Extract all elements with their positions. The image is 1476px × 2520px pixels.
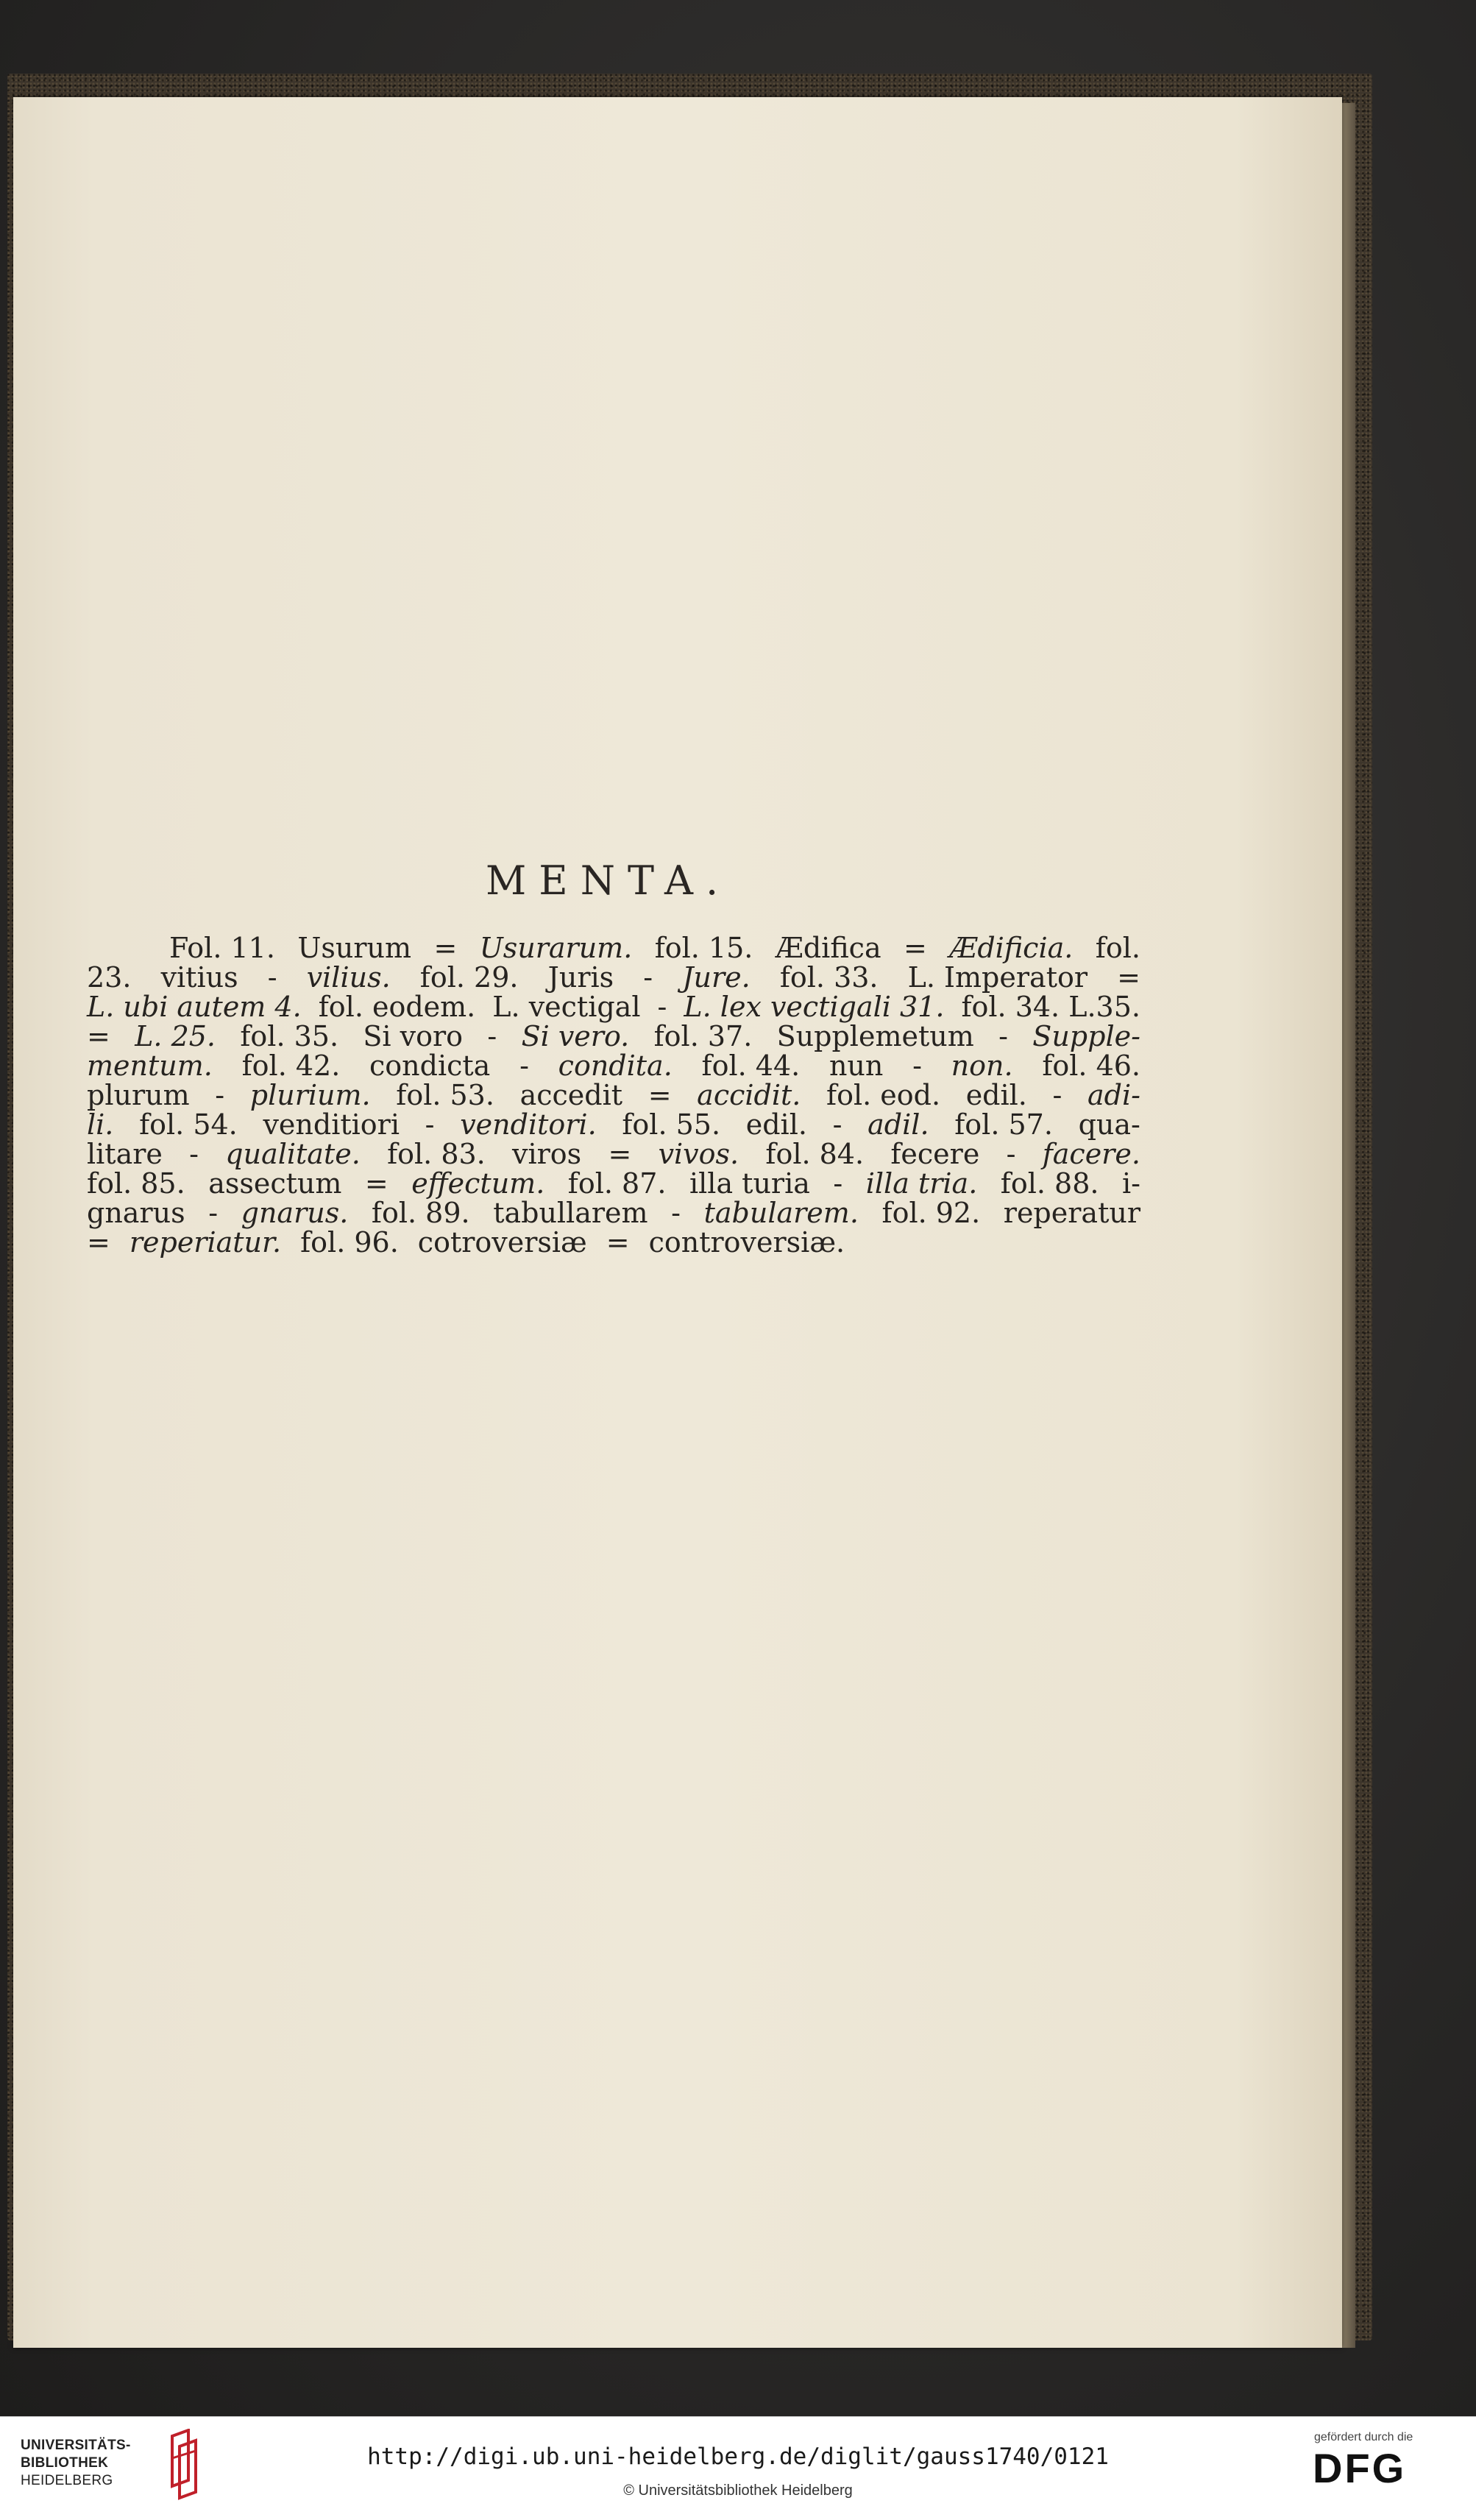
errata-correction: Ædificia.	[949, 932, 1074, 964]
errata-token: L. Imperator	[907, 961, 1088, 994]
errata-token: i-	[1121, 1167, 1140, 1200]
errata-token: -	[832, 1108, 842, 1141]
running-title: MENTA.	[486, 857, 731, 904]
errata-token: fol. 34. L.35.	[961, 991, 1140, 1023]
errata-correction: qualitate.	[225, 1138, 361, 1170]
errata-token: fol. 54.	[139, 1108, 238, 1141]
errata-token: -	[208, 1197, 219, 1229]
errata-correction: venditori.	[460, 1108, 597, 1141]
errata-token: -	[833, 1167, 843, 1200]
errata-correction: adil.	[867, 1108, 929, 1141]
errata-token: =	[1117, 961, 1140, 994]
errata-token: fol. eod.	[826, 1079, 941, 1111]
errata-token: =	[87, 1226, 110, 1259]
errata-line	[87, 1198, 1140, 1228]
errata-token: cotroversiæ	[417, 1226, 587, 1259]
errata-correction: plurium.	[249, 1079, 371, 1111]
errata-token: Usurum	[297, 932, 412, 964]
page-edge	[1342, 103, 1355, 2348]
library-name-line-3[interactable]: HEIDELBERG	[21, 2473, 113, 2488]
errata-token: illa turia	[689, 1167, 810, 1200]
errata-token: =	[608, 1138, 632, 1170]
errata-correction: tabularem.	[703, 1197, 859, 1229]
errata-correction: vilius.	[306, 961, 391, 994]
errata-token: =	[87, 1020, 110, 1052]
errata-line	[87, 1169, 1140, 1198]
errata-token: =	[647, 1079, 672, 1111]
errata-correction: vivos.	[658, 1138, 739, 1170]
errata-token: -	[189, 1138, 199, 1170]
errata-token: fol. eodem.	[318, 991, 476, 1023]
errata-token: reperatur	[1003, 1197, 1140, 1229]
permalink-url[interactable]: http://digi.ub.uni-heidelberg.de/diglit/gauss1740/0121	[367, 2443, 1109, 2470]
errata-line	[87, 1139, 1140, 1169]
errata-correction: Jure.	[682, 961, 751, 994]
errata-token: fol. 57.	[954, 1108, 1053, 1141]
errata-token: -	[519, 1050, 529, 1082]
errata-token: litare	[87, 1138, 163, 1170]
errata-correction: non.	[951, 1050, 1013, 1082]
errata-line	[87, 1051, 1140, 1080]
errata-line	[87, 933, 1140, 963]
errata-correction: effectum.	[411, 1167, 545, 1200]
errata-correction: gnarus.	[241, 1197, 349, 1229]
errata-token: condicta	[369, 1050, 491, 1082]
errata-line	[87, 1022, 1140, 1051]
errata-token: edil.	[965, 1079, 1027, 1111]
funded-by-label: gefördert durch die	[1314, 2431, 1413, 2443]
errata-token: fol. 89.	[371, 1197, 470, 1229]
errata-token: =	[433, 932, 458, 964]
errata-correction: li.	[87, 1108, 114, 1141]
errata-token: -	[643, 961, 653, 994]
errata-token: gnarus	[87, 1197, 185, 1229]
errata-token: fecere	[890, 1138, 980, 1170]
errata-token: fol.	[1095, 932, 1140, 964]
errata-token: Si voro	[363, 1020, 464, 1052]
errata-token: fol. 88.	[1000, 1167, 1099, 1200]
errata-correction: reperiatur.	[129, 1226, 282, 1259]
errata-line	[87, 1110, 1140, 1139]
errata-token: -	[1006, 1138, 1016, 1170]
errata-token: vitius	[160, 961, 238, 994]
dfg-logo[interactable]: DFG	[1313, 2445, 1407, 2491]
errata-token: edil.	[745, 1108, 807, 1141]
errata-correction: mentum.	[87, 1050, 213, 1082]
errata-text-block	[87, 933, 1140, 1257]
errata-token: controversiæ.	[648, 1226, 845, 1259]
errata-correction: condita.	[558, 1050, 673, 1082]
library-name-line-2[interactable]: BIBLIOTHEK	[21, 2455, 109, 2471]
errata-correction: L. lex vectigali 31.	[684, 991, 945, 1023]
errata-token: =	[904, 932, 927, 964]
errata-token: fol. 29.	[419, 961, 519, 994]
errata-correction: adi-	[1088, 1079, 1140, 1111]
errata-token: -	[215, 1079, 225, 1111]
errata-token: fol. 55.	[622, 1108, 721, 1141]
errata-token: fol. 87.	[567, 1167, 667, 1200]
errata-token: fol. 46.	[1042, 1050, 1140, 1082]
errata-token: fol. 85.	[87, 1167, 185, 1200]
errata-token: -	[1052, 1079, 1062, 1111]
errata-token: Supplemetum	[776, 1020, 974, 1052]
errata-correction: accidit.	[697, 1079, 801, 1111]
errata-token: 23.	[87, 961, 132, 994]
errata-correction: facere.	[1042, 1138, 1140, 1170]
errata-token: fol. 83.	[387, 1138, 486, 1170]
errata-token: venditiori	[263, 1108, 400, 1141]
errata-token: fol. 37.	[653, 1020, 753, 1052]
errata-token: L. vectigal	[492, 991, 641, 1023]
errata-token: qua-	[1078, 1108, 1140, 1141]
errata-token: =	[606, 1226, 630, 1259]
errata-correction: L. ubi autem 4.	[87, 991, 302, 1023]
errata-token: Fol. 11.	[169, 932, 275, 964]
errata-token: plurum	[87, 1079, 190, 1111]
errata-token: fol. 33.	[779, 961, 879, 994]
library-name-line-1[interactable]: UNIVERSITÄTS-	[21, 2438, 131, 2453]
errata-line	[87, 963, 1140, 992]
errata-token: Ædifica	[775, 932, 881, 964]
errata-correction: illa tria.	[865, 1167, 978, 1200]
errata-correction: L. 25.	[135, 1020, 216, 1052]
errata-token: Juris	[547, 961, 614, 994]
errata-token: =	[364, 1167, 388, 1200]
errata-token: nun	[829, 1050, 884, 1082]
errata-token: tabullarem	[493, 1197, 648, 1229]
errata-token: -	[912, 1050, 922, 1082]
errata-token: -	[998, 1020, 1008, 1052]
errata-token: fol. 84.	[765, 1138, 865, 1170]
errata-line	[87, 1080, 1140, 1110]
errata-token: accedit	[519, 1079, 623, 1111]
errata-token: fol. 42.	[241, 1050, 341, 1082]
errata-token: fol. 96.	[300, 1226, 399, 1259]
errata-correction: Usurarum.	[479, 932, 633, 964]
errata-token: -	[267, 961, 277, 994]
copyright-notice: © Universitätsbibliothek Heidelberg	[623, 2482, 853, 2499]
errata-line	[87, 992, 1140, 1022]
errata-correction: Si vero.	[521, 1020, 630, 1052]
errata-token: -	[425, 1108, 435, 1141]
errata-token: -	[487, 1020, 497, 1052]
errata-token: fol. 92.	[881, 1197, 981, 1229]
errata-token: -	[671, 1197, 681, 1229]
errata-token: -	[657, 991, 667, 1023]
errata-token: fol. 44.	[701, 1050, 801, 1082]
errata-token: fol. 15.	[654, 932, 753, 964]
errata-line	[87, 1228, 1140, 1257]
errata-correction: Supple-	[1032, 1020, 1140, 1052]
errata-token: viros	[512, 1138, 582, 1170]
errata-token: assectum	[208, 1167, 342, 1200]
errata-token: fol. 53.	[396, 1079, 494, 1111]
errata-token: fol. 35.	[240, 1020, 339, 1052]
